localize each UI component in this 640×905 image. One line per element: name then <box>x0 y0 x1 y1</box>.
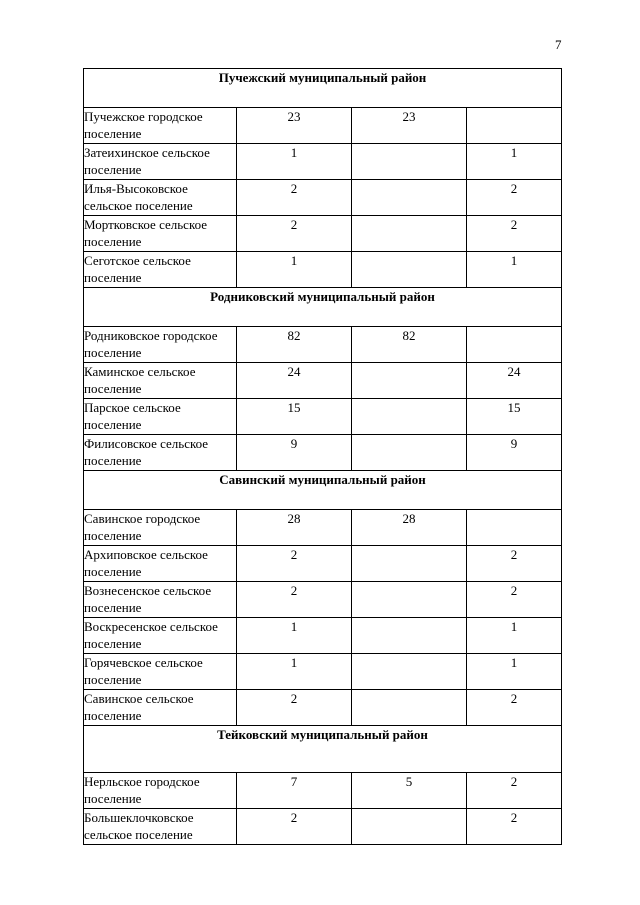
table-row <box>84 582 562 618</box>
table-row <box>84 108 562 144</box>
settlement-name: Большеклочковское сельское поселение <box>84 809 237 845</box>
table-row <box>84 216 562 252</box>
total-cell: 2 <box>237 180 352 216</box>
district-header-row <box>84 69 562 108</box>
column-2-cell <box>352 216 467 252</box>
table-row <box>84 510 562 546</box>
table-row <box>84 809 562 845</box>
column-3-cell <box>467 327 562 363</box>
total-cell: 9 <box>237 435 352 471</box>
total-cell: 1 <box>237 618 352 654</box>
settlement-name: Нерльское городское поселение <box>84 773 237 809</box>
column-3-cell: 24 <box>467 363 562 399</box>
column-3-cell: 1 <box>467 654 562 690</box>
column-3-cell <box>467 108 562 144</box>
table-row <box>84 654 562 690</box>
table-row <box>84 618 562 654</box>
settlement-name: Парское сельское поселение <box>84 399 237 435</box>
column-2-cell <box>352 546 467 582</box>
column-3-cell: 15 <box>467 399 562 435</box>
total-cell: 82 <box>237 327 352 363</box>
district-header-row <box>84 726 562 773</box>
column-3-cell: 2 <box>467 180 562 216</box>
settlements-table <box>83 68 562 845</box>
column-2-cell: 23 <box>352 108 467 144</box>
column-2-cell <box>352 654 467 690</box>
settlement-name: Горячевское сельское поселение <box>84 654 237 690</box>
column-3-cell: 2 <box>467 690 562 726</box>
column-2-cell: 5 <box>352 773 467 809</box>
district-title: Родниковский муниципальный район <box>84 288 562 327</box>
settlement-name: Мортковское сельское поселение <box>84 216 237 252</box>
column-2-cell <box>352 582 467 618</box>
column-3-cell: 1 <box>467 144 562 180</box>
column-2-cell <box>352 618 467 654</box>
column-3-cell: 2 <box>467 546 562 582</box>
settlement-name: Савинское городское поселение <box>84 510 237 546</box>
total-cell: 2 <box>237 216 352 252</box>
column-3-cell: 1 <box>467 618 562 654</box>
total-cell: 2 <box>237 809 352 845</box>
settlement-name: Филисовское сельское поселение <box>84 435 237 471</box>
column-3-cell: 2 <box>467 582 562 618</box>
settlement-name: Родниковское городское поселение <box>84 327 237 363</box>
column-3-cell: 2 <box>467 773 562 809</box>
column-2-cell <box>352 809 467 845</box>
table-row <box>84 327 562 363</box>
table-row <box>84 363 562 399</box>
total-cell: 2 <box>237 546 352 582</box>
table-row <box>84 399 562 435</box>
column-2-cell <box>352 363 467 399</box>
total-cell: 1 <box>237 144 352 180</box>
district-header-row <box>84 471 562 510</box>
settlement-name: Пучежское городское поселение <box>84 108 237 144</box>
column-2-cell <box>352 690 467 726</box>
district-header-row <box>84 288 562 327</box>
total-cell: 28 <box>237 510 352 546</box>
column-3-cell <box>467 510 562 546</box>
table-row <box>84 773 562 809</box>
table-row <box>84 180 562 216</box>
settlement-name: Сеготское сельское поселение <box>84 252 237 288</box>
column-2-cell: 28 <box>352 510 467 546</box>
column-3-cell: 9 <box>467 435 562 471</box>
settlement-name: Илья-Высоковское сельское поселение <box>84 180 237 216</box>
settlement-name: Архиповское сельское поселение <box>84 546 237 582</box>
total-cell: 24 <box>237 363 352 399</box>
column-3-cell: 1 <box>467 252 562 288</box>
column-3-cell: 2 <box>467 216 562 252</box>
settlement-name: Затеихинское сельское поселение <box>84 144 237 180</box>
column-2-cell <box>352 435 467 471</box>
settlement-name: Вознесенское сельское поселение <box>84 582 237 618</box>
total-cell: 23 <box>237 108 352 144</box>
column-2-cell <box>352 399 467 435</box>
table-row <box>84 252 562 288</box>
column-2-cell <box>352 180 467 216</box>
column-2-cell <box>352 252 467 288</box>
page-number: 7 <box>555 37 562 52</box>
total-cell: 7 <box>237 773 352 809</box>
total-cell: 1 <box>237 252 352 288</box>
column-2-cell: 82 <box>352 327 467 363</box>
total-cell: 15 <box>237 399 352 435</box>
table-row <box>84 690 562 726</box>
column-2-cell <box>352 144 467 180</box>
column-3-cell: 2 <box>467 809 562 845</box>
total-cell: 2 <box>237 690 352 726</box>
table-row <box>84 435 562 471</box>
settlement-name: Воскресенское сельское поселение <box>84 618 237 654</box>
total-cell: 2 <box>237 582 352 618</box>
settlement-name: Каминское сельское поселение <box>84 363 237 399</box>
settlement-name: Савинское сельское поселение <box>84 690 237 726</box>
district-title: Пучежский муниципальный район <box>84 69 562 108</box>
table-row <box>84 546 562 582</box>
table-row <box>84 144 562 180</box>
district-title: Тейковский муниципальный район <box>84 726 562 773</box>
total-cell: 1 <box>237 654 352 690</box>
district-title: Савинский муниципальный район <box>84 471 562 510</box>
